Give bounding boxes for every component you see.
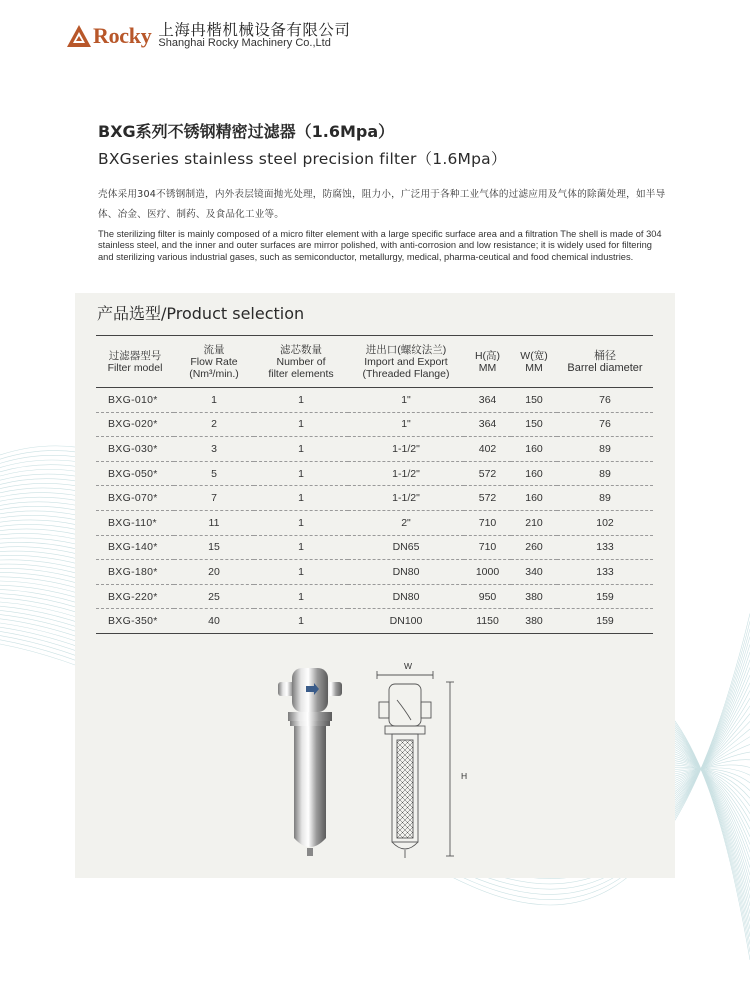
- cell-model: BXG-050*: [108, 467, 158, 480]
- cell-height: 364: [478, 393, 497, 406]
- table-header-row: [96, 336, 653, 388]
- cell-width: 160: [525, 467, 543, 480]
- cell-connection: 1-1/2": [392, 492, 420, 505]
- cell-barrel-diameter: 76: [599, 393, 611, 406]
- cell-model: BXG-070*: [108, 492, 158, 505]
- cell-barrel-diameter: 89: [599, 492, 611, 505]
- cell-flow-rate: 15: [208, 541, 220, 554]
- product-illustration: [270, 660, 480, 860]
- cell-barrel-diameter: 89: [599, 442, 611, 455]
- cell-model: BXG-020*: [108, 418, 158, 431]
- cell-flow-rate: 1: [211, 393, 217, 406]
- cell-elements: 1: [298, 590, 304, 603]
- cell-elements: 1: [298, 418, 304, 431]
- cell-flow-rate: 7: [211, 492, 217, 505]
- cell-flow-rate: 5: [211, 467, 217, 480]
- table-row: [96, 486, 653, 511]
- cell-connection: 1": [401, 393, 411, 406]
- header-height: H(高) MM: [474, 349, 501, 374]
- cell-width: 380: [525, 615, 543, 628]
- cell-flow-rate: 11: [208, 516, 220, 529]
- cell-barrel-diameter: 133: [596, 541, 614, 554]
- cell-model: BXG-110*: [108, 516, 157, 529]
- company-name-cn: 上海冉楷机械设备有限公司: [158, 21, 351, 39]
- cell-width: 150: [525, 418, 543, 431]
- table-row: [96, 510, 653, 535]
- cell-connection: 2": [401, 516, 411, 529]
- cell-elements: 1: [298, 516, 304, 529]
- cell-flow-rate: 3: [211, 442, 217, 455]
- dimension-drawing: [377, 671, 454, 858]
- header-flow-rate: 流量 Flow Rate (Nm³/min.): [189, 343, 239, 380]
- section-title: 产品选型/Product selection: [97, 304, 305, 323]
- cell-height: 710: [478, 541, 497, 554]
- cell-connection: DN80: [392, 590, 420, 603]
- product-selection-table: [96, 335, 653, 634]
- cell-width: 260: [525, 541, 543, 554]
- header-barrel-diameter: 桶径 Barrel diameter: [567, 349, 643, 374]
- table-row: [96, 560, 653, 585]
- cell-barrel-diameter: 89: [599, 467, 611, 480]
- cell-flow-rate: 2: [211, 418, 217, 431]
- page-title-cn: BXG系列不锈钢精密过滤器（1.6Mpa）: [98, 122, 395, 141]
- header-filter-model: 过滤器型号 Filter model: [107, 349, 163, 374]
- cell-height: 364: [478, 418, 497, 431]
- cell-width: 210: [525, 516, 543, 529]
- table-row: [96, 584, 653, 609]
- cell-model: BXG-030*: [108, 442, 158, 455]
- cell-height: 1150: [476, 615, 499, 628]
- cell-barrel-diameter: 102: [596, 516, 614, 529]
- cell-elements: 1: [298, 541, 304, 554]
- cell-elements: 1: [298, 467, 304, 480]
- logo-word: Rocky: [93, 22, 152, 48]
- description-cn: 壳体采用304不锈钢制造，内外表层镜面抛光处理，防腐蚀，阻力小，广泛用于各种工业气体的过滤应用及气体的除菌处理，如半导体、冶金、医疗、制药、及食品化工业等。: [98, 189, 666, 220]
- table-row: [96, 388, 653, 413]
- cell-elements: 1: [298, 492, 304, 505]
- cell-barrel-diameter: 133: [596, 565, 614, 578]
- cell-elements: 1: [298, 565, 304, 578]
- cell-flow-rate: 25: [208, 590, 220, 603]
- cell-elements: 1: [298, 615, 304, 628]
- table-row: [96, 437, 653, 462]
- cell-height: 572: [478, 492, 497, 505]
- cell-connection: 1": [401, 418, 411, 431]
- cell-model: BXG-220*: [108, 590, 158, 603]
- cell-height: 402: [478, 442, 497, 455]
- cell-connection: DN100: [389, 615, 423, 628]
- cell-width: 150: [525, 393, 543, 406]
- table-row: [96, 412, 653, 437]
- cell-model: BXG-140*: [108, 541, 158, 554]
- header-import-export: 进出口(螺纹法兰) Import and Export (Threaded Flange): [362, 343, 450, 380]
- rocky-logo-icon: [66, 23, 92, 49]
- company-name-en: Shanghai Rocky Machinery Co.,Ltd: [158, 37, 331, 50]
- header-width: W(宽) MM: [520, 349, 548, 374]
- cell-width: 340: [525, 565, 543, 578]
- company-logo: [66, 22, 350, 50]
- cell-height: 950: [478, 590, 497, 603]
- cell-connection: 1-1/2": [392, 442, 420, 455]
- height-dimension-label: H: [461, 771, 468, 781]
- cell-flow-rate: 20: [208, 565, 220, 578]
- cell-height: 572: [478, 467, 497, 480]
- cell-connection: DN65: [392, 541, 420, 554]
- page-title-en: BXGseries stainless steel precision filter（1.6Mpa）: [98, 150, 507, 168]
- description-en: The sterilizing filter is mainly composed of a micro filter element with a large specific surface area and a filtration The shell is made of 304 stainless steel, and the inner and outer surfaces are mirror polished, with anti-corrosion and low resistance; it is widely used for filtering and sterilizing various industrial gases, such as semiconductor, metallurgy, medical, pharma-ceutical and food chemical industries.: [98, 229, 662, 262]
- cell-barrel-diameter: 159: [596, 590, 614, 603]
- filter-photo: [278, 668, 342, 856]
- cell-width: 160: [525, 442, 543, 455]
- cell-width: 160: [525, 492, 543, 505]
- cell-barrel-diameter: 76: [599, 418, 611, 431]
- cell-connection: 1-1/2": [392, 467, 420, 480]
- table-row: [96, 609, 653, 634]
- cell-height: 710: [478, 516, 497, 529]
- cell-elements: 1: [298, 442, 304, 455]
- cell-connection: DN80: [392, 565, 420, 578]
- width-dimension-label: W: [404, 661, 413, 671]
- cell-model: BXG-350*: [108, 615, 158, 628]
- table-row: [96, 535, 653, 560]
- cell-height: 1000: [475, 565, 500, 578]
- cell-model: BXG-180*: [108, 565, 158, 578]
- table-row: [96, 461, 653, 486]
- cell-flow-rate: 40: [208, 615, 220, 628]
- cell-model: BXG-010*: [108, 393, 158, 406]
- header-filter-elements: 滤芯数量 Number of filter elements: [268, 343, 334, 380]
- cell-barrel-diameter: 159: [596, 615, 614, 628]
- cell-width: 380: [525, 590, 543, 603]
- cell-elements: 1: [298, 393, 304, 406]
